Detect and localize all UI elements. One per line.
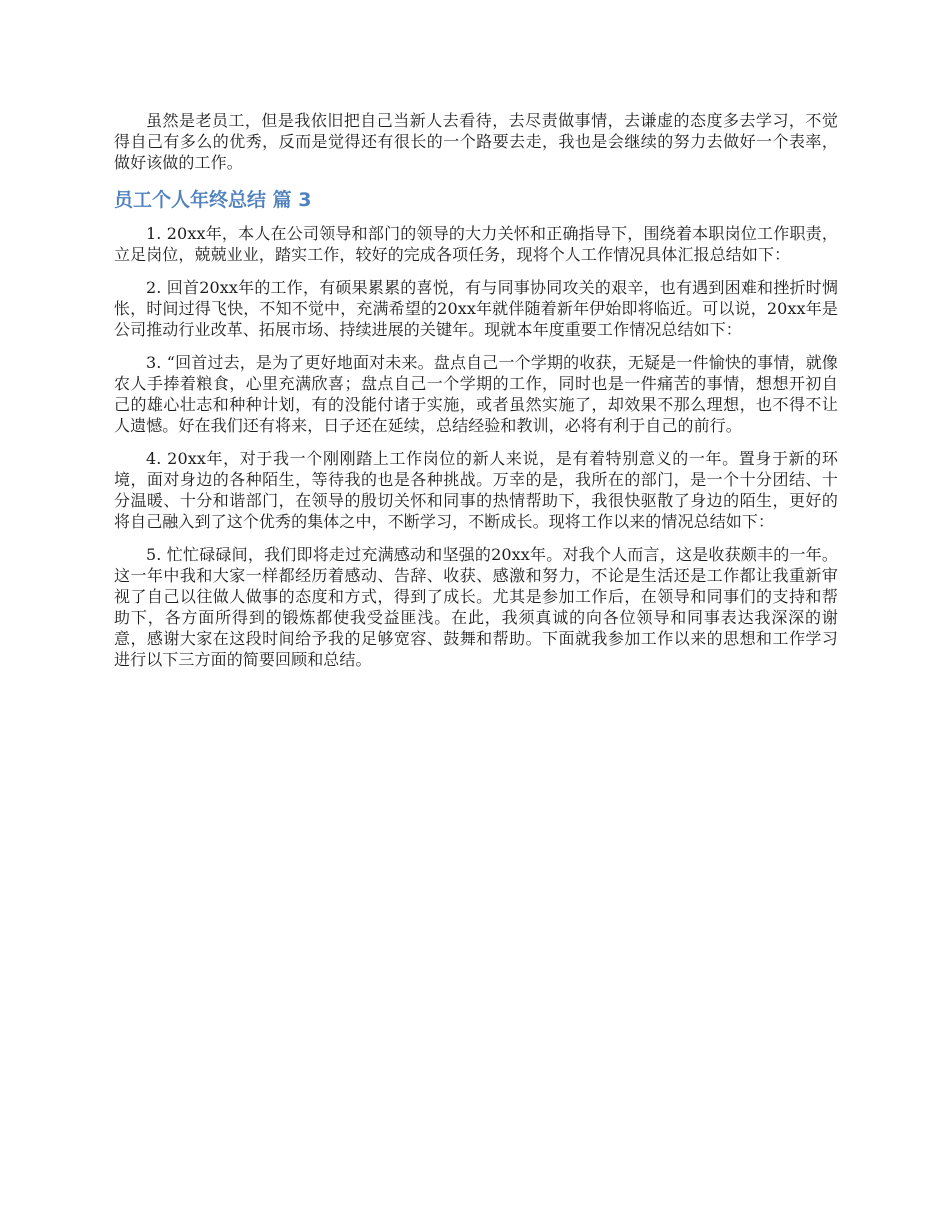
paragraph-5: 5. 忙忙碌碌间，我们即将走过充满感动和坚强的20xx年。对我个人而言，这是收获颇丰的一年。这一年中我和大家一样都经历着感动、告辞、收获、感激和努力，不论是生活还是工作都让我重新审视了自己以往做人做事的态度和方式，得到了成长。尤其是参加工作后，在领导和同事们的支持和帮助下，各方面所得到的锻炼都使我受益匪浅。在此，我须真诚的向各位领导和同事表达我深深的谢意，感谢大家在这段时间给予我的足够宽容、鼓舞和帮助。下面就我参加工作以来的思想和工作学习进行以下三方面的简要回顾和总结。	[114, 545, 838, 669]
intro-paragraph: 虽然是老员工，但是我依旧把自己当新人去看待，去尽责做事情，去谦虚的态度多去学习，不觉得自己有多么的优秀，反而是觉得还有很长的一个路要去走，我也是会继续的努力去做好一个表率，做好该做的工作。	[114, 111, 838, 172]
paragraph-4: 4. 20xx年，对于我一个刚刚踏上工作岗位的新人来说，是有着特别意义的一年。置身于新的环境，面对身边的各种陌生，等待我的也是各种挑战。万幸的是，我所在的部门，是一个十分团结、十分温暖、十分和谐部门，在领导的殷切关怀和同事的热情帮助下，我很快驱散了身边的陌生，更好的将自己融入到了这个优秀的集体之中，不断学习，不断成长。现将工作以来的情况总结如下：	[114, 449, 838, 531]
paragraph-3: 3. “回首过去，是为了更好地面对未来。盘点自己一个学期的收获，无疑是一件愉快的事情，就像农人手捧着粮食，心里充满欣喜；盘点自己一个学期的工作，同时也是一件痛苦的事情，想想开初自己的雄心壮志和种种计划，有的没能付诸于实施，或者虽然实施了，却效果不那么理想，也不得不让人遗憾。好在我们还有将来，日子还在延续，总结经验和教训，必将有利于自己的前行。	[114, 353, 838, 435]
paragraph-1: 1. 20xx年，本人在公司领导和部门的领导的大力关怀和正确指导下，围绕着本职岗位工作职责，立足岗位，兢兢业业，踏实工作，较好的完成各项任务，现将个人工作情况具体汇报总结如下：	[114, 224, 838, 264]
paragraph-2: 2. 回首20xx年的工作，有硕果累累的喜悦，有与同事协同攻关的艰辛，也有遇到困难和挫折时惆怅，时间过得飞快，不知不觉中，充满希望的20xx年就伴随着新年伊始即将临近。可以说，20xx年是公司推动行业改革、拓展市场、持续进展的关键年。现就本年度重要工作情况总结如下：	[114, 278, 838, 339]
section-heading: 员工个人年终总结 篇 3	[114, 189, 312, 211]
document-page	[114, 110, 838, 682]
